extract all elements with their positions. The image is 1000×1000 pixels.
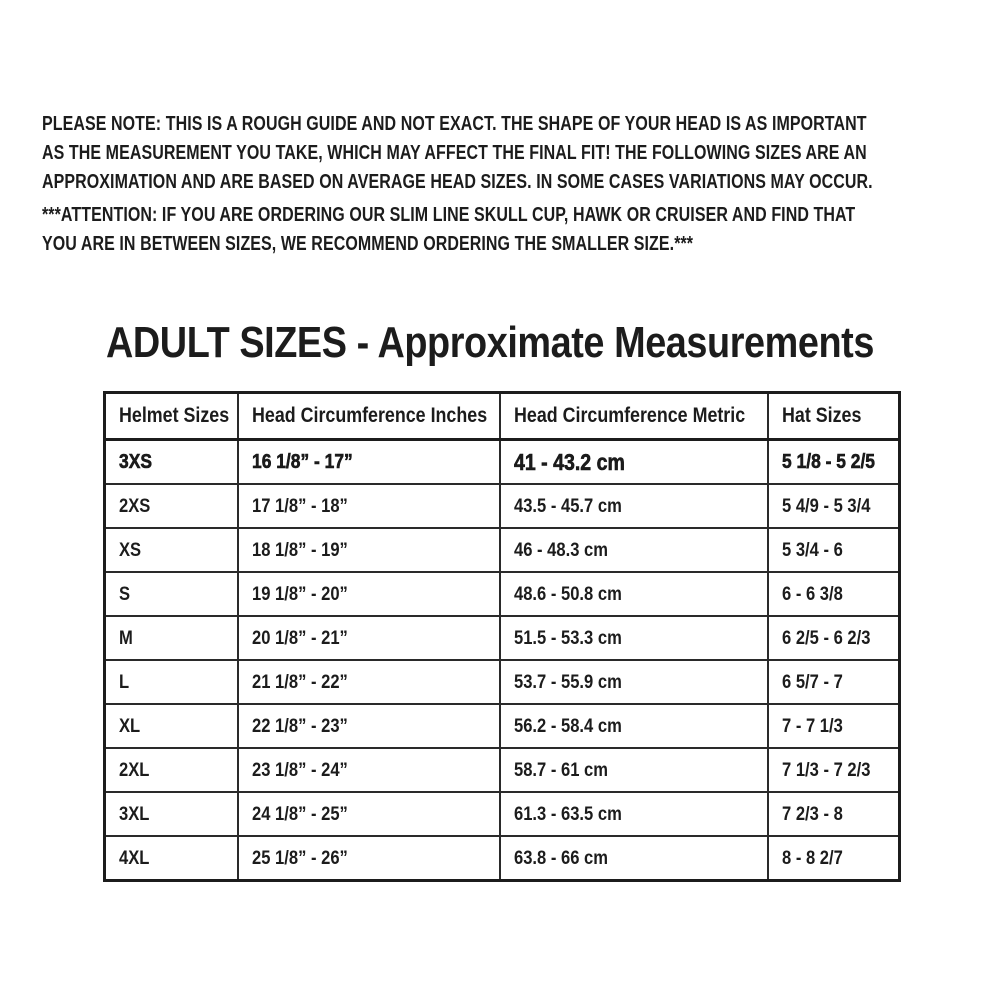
cell-hat-size: 6 5/7 - 7 — [768, 660, 900, 704]
cell-inches: 20 1/8” - 21” — [238, 616, 500, 660]
cell-metric: 61.3 - 63.5 cm — [500, 792, 768, 836]
notice-line: AS THE MEASUREMENT YOU TAKE, WHICH MAY AFFECT THE FINAL FIT! THE FOLLOWING SIZES ARE AN — [42, 142, 867, 164]
cell-metric: 46 - 48.3 cm — [500, 528, 768, 572]
cell-helmet-size: S — [105, 572, 238, 616]
cell-metric: 51.5 - 53.3 cm — [500, 616, 768, 660]
note-attention — [42, 201, 1000, 259]
cell-helmet-size: XS — [105, 528, 238, 572]
cell-helmet-size: XL — [105, 704, 238, 748]
cell-hat-size: 5 4/9 - 5 3/4 — [768, 484, 900, 528]
table-row-l — [105, 660, 900, 704]
cell-metric: 53.7 - 55.9 cm — [500, 660, 768, 704]
cell-hat-size: 7 1/3 - 7 2/3 — [768, 748, 900, 792]
table-row-2xl — [105, 748, 900, 792]
cell-metric: 58.7 - 61 cm — [500, 748, 768, 792]
cell-metric: 43.5 - 45.7 cm — [500, 484, 768, 528]
cell-helmet-size: M — [105, 616, 238, 660]
notice-line: APPROXIMATION AND ARE BASED ON AVERAGE HEAD SIZES. IN SOME CASES VARIATIONS MAY OCCUR. — [42, 171, 873, 193]
cell-inches: 18 1/8” - 19” — [238, 528, 500, 572]
column-header-circumference-inches: Head Circumference Inches — [238, 393, 500, 440]
table-row-xl — [105, 704, 900, 748]
page-title: ADULT SIZES - Approximate Measurements — [106, 318, 874, 367]
cell-helmet-size: 3XL — [105, 792, 238, 836]
notice-line: PLEASE NOTE: THIS IS A ROUGH GUIDE AND NOT EXACT. THE SHAPE OF YOUR HEAD IS AS IMPORTANT — [42, 113, 867, 135]
cell-inches: 21 1/8” - 22” — [238, 660, 500, 704]
table-row-m — [105, 616, 900, 660]
table-row-xs — [105, 528, 900, 572]
cell-inches: 17 1/8” - 18” — [238, 484, 500, 528]
column-header-circumference-metric: Head Circumference Metric — [500, 393, 768, 440]
size-table-header — [105, 393, 900, 440]
cell-hat-size: 5 3/4 - 6 — [768, 528, 900, 572]
cell-inches: 16 1/8” - 17” — [238, 440, 500, 485]
cell-inches: 25 1/8” - 26” — [238, 836, 500, 881]
table-row-2xs — [105, 484, 900, 528]
cell-hat-size: 6 - 6 3/8 — [768, 572, 900, 616]
cell-metric: 56.2 - 58.4 cm — [500, 704, 768, 748]
cell-helmet-size: 2XS — [105, 484, 238, 528]
size-table — [103, 391, 901, 882]
table-row-3xl — [105, 792, 900, 836]
column-header-helmet-sizes: Helmet Sizes — [105, 393, 238, 440]
cell-metric: 48.6 - 50.8 cm — [500, 572, 768, 616]
cell-hat-size: 6 2/5 - 6 2/3 — [768, 616, 900, 660]
cell-inches: 22 1/8” - 23” — [238, 704, 500, 748]
table-row-3xs — [105, 440, 900, 485]
cell-hat-size: 8 - 8 2/7 — [768, 836, 900, 881]
table-row-4xl — [105, 836, 900, 881]
cell-hat-size: 7 2/3 - 8 — [768, 792, 900, 836]
cell-helmet-size: L — [105, 660, 238, 704]
notice-line: YOU ARE IN BETWEEN SIZES, WE RECOMMEND ORDERING THE SMALLER SIZE.*** — [42, 233, 694, 255]
cell-inches: 24 1/8” - 25” — [238, 792, 500, 836]
cell-metric: 63.8 - 66 cm — [500, 836, 768, 881]
note-rough-guide — [42, 110, 1000, 197]
header-row — [105, 393, 900, 440]
cell-hat-size: 7 - 7 1/3 — [768, 704, 900, 748]
cell-metric: 41 - 43.2 cm — [500, 440, 768, 485]
size-table-body — [105, 440, 900, 881]
cell-helmet-size: 4XL — [105, 836, 238, 881]
cell-helmet-size: 3XS — [105, 440, 238, 485]
column-header-hat-sizes: Hat Sizes — [768, 393, 900, 440]
cell-helmet-size: 2XL — [105, 748, 238, 792]
table-row-s — [105, 572, 900, 616]
notice-line: ***ATTENTION: IF YOU ARE ORDERING OUR SLIM LINE SKULL CUP, HAWK OR CRUISER AND FIND THAT — [42, 204, 856, 226]
cell-inches: 19 1/8” - 20” — [238, 572, 500, 616]
cell-hat-size: 5 1/8 - 5 2/5 — [768, 440, 900, 485]
cell-inches: 23 1/8” - 24” — [238, 748, 500, 792]
